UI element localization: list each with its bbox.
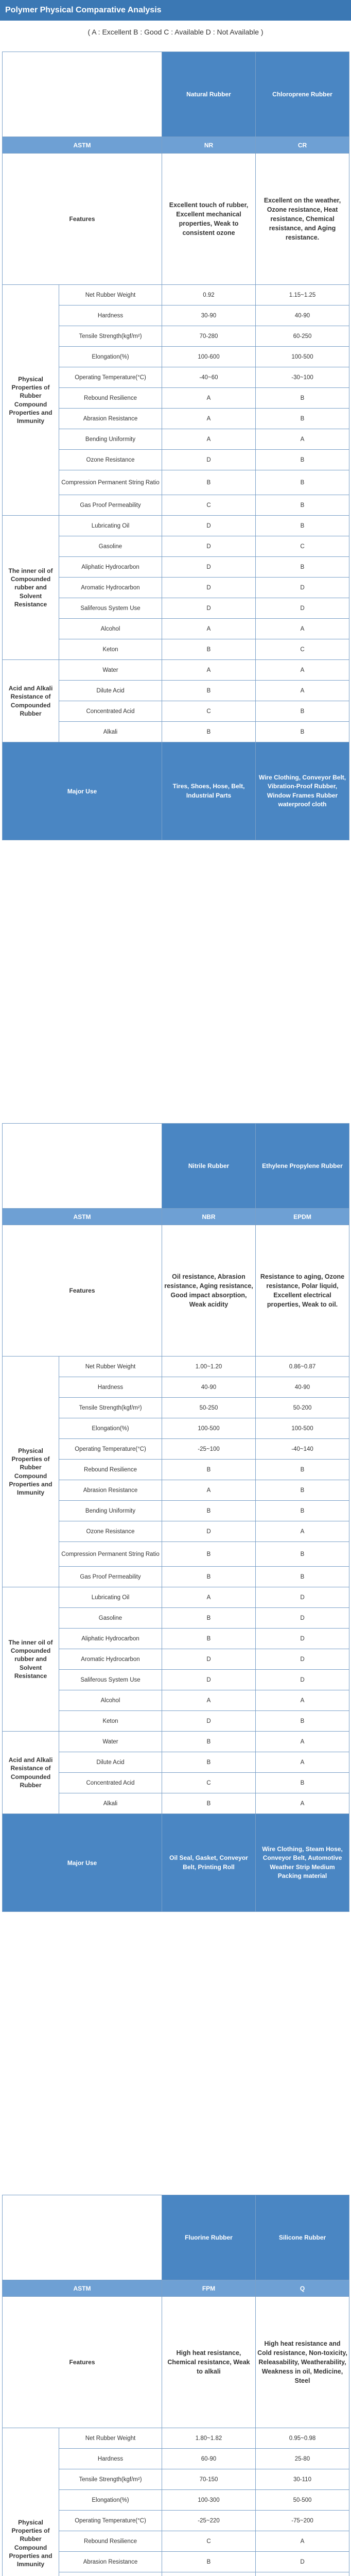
property-value: B: [256, 701, 349, 722]
property-value: 100-500: [256, 347, 349, 367]
property-value: 25-80: [256, 2449, 349, 2469]
major-use-text: Wire Clothing, Steam Hose, Conveyor Belt, Automotive Weather Strip Medium Packing material: [256, 1814, 349, 1912]
property-value: 100-500: [256, 1418, 349, 1439]
property-value: 100-600: [162, 347, 256, 367]
major-use-text: Oil Seal, Gasket, Conveyor Belt, Printing Roll: [162, 1814, 256, 1912]
astm-code: NR: [162, 137, 256, 154]
property-name: Aromatic Hydrocarbon: [59, 578, 162, 598]
property-value: B: [162, 1567, 256, 1587]
property-row-acid: [3, 1732, 349, 1752]
property-value: 0.92: [162, 285, 256, 306]
property-value: B: [162, 639, 256, 660]
property-group-label: Acid and Alkali Resistance of Compounded Rubber: [3, 660, 59, 742]
major-use-label: Major Use: [3, 742, 162, 840]
material-header-row: [3, 1124, 349, 1209]
property-value: A: [256, 681, 349, 701]
rating-legend: ( A : Excellent B : Good C : Available D : Not Available ): [87, 28, 264, 36]
property-value: 60-250: [256, 326, 349, 347]
property-name: Elongation(%): [59, 1418, 162, 1439]
property-value: A: [162, 429, 256, 450]
property-value: D: [162, 598, 256, 619]
property-value: 100-300: [162, 2490, 256, 2511]
astm-code: EPDM: [256, 1209, 349, 1225]
property-name: Operating Temperature(°C): [59, 1439, 162, 1460]
property-value: D: [162, 450, 256, 470]
property-name: Rebound Resilience: [59, 1460, 162, 1480]
property-name: Compression Permanent String Ratio: [59, 1542, 162, 1567]
major-use-text: Tires, Shoes, Hose, Belt, Industrial Parts: [162, 742, 256, 840]
property-name: Gasoline: [59, 1608, 162, 1629]
property-name: Concentrated Acid: [59, 701, 162, 722]
property-name: Hardness: [59, 306, 162, 326]
property-value: -30~100: [256, 367, 349, 388]
comparison-table-1: [2, 52, 349, 840]
property-name: Abrasion Resistance: [59, 2552, 162, 2572]
astm-label: ASTM: [3, 1209, 162, 1225]
features-text: Oil resistance, Abrasion resistance, Aging resistance, Good impact absorption, Weak acidity: [162, 1225, 256, 1357]
property-value: 60-90: [162, 2449, 256, 2469]
property-value: C: [162, 495, 256, 516]
header-blank: [3, 52, 162, 137]
major-use-label: Major Use: [3, 1814, 162, 1912]
property-name: Alcohol: [59, 1690, 162, 1711]
property-name: [59, 2572, 162, 2576]
property-value: B: [162, 1752, 256, 1773]
property-group-label: Physical Properties of Rubber Compound Properties and Immunity: [3, 285, 59, 516]
property-value: B: [162, 470, 256, 495]
property-value: A: [256, 1521, 349, 1542]
comparison-table: [2, 52, 349, 840]
property-value: A: [256, 1793, 349, 1814]
property-value: B: [162, 1793, 256, 1814]
property-name: Water: [59, 660, 162, 681]
property-value: B: [256, 470, 349, 495]
property-value: 70-150: [162, 2469, 256, 2490]
property-value: D: [256, 598, 349, 619]
property-row-physical: [3, 285, 349, 306]
property-value: B: [256, 450, 349, 470]
property-value: D: [256, 1670, 349, 1690]
property-group-label: The inner oil of Compounded rubber and Solvent Resistance: [3, 516, 59, 660]
property-value: -75~200: [256, 2511, 349, 2531]
property-name: Dilute Acid: [59, 1752, 162, 1773]
property-name: Lubricating Oil: [59, 516, 162, 536]
property-group-label: Acid and Alkali Resistance of Compounded Rubber: [3, 1732, 59, 1814]
property-value: B: [162, 1501, 256, 1521]
property-name: Net Rubber Weight: [59, 1357, 162, 1377]
property-name: Ozone Resistance: [59, 1521, 162, 1542]
property-value: 30-90: [162, 306, 256, 326]
property-value: B: [256, 722, 349, 742]
property-value: B: [256, 1501, 349, 1521]
astm-code: CR: [256, 137, 349, 154]
header-blank: [3, 2195, 162, 2280]
major-use-row: [3, 742, 349, 840]
property-value: A: [256, 660, 349, 681]
material-name: Nitrile Rubber: [162, 1124, 256, 1209]
astm-code: NBR: [162, 1209, 256, 1225]
property-row-physical: [3, 1357, 349, 1377]
property-name: Alkali: [59, 722, 162, 742]
features-label: Features: [3, 2297, 162, 2428]
features-text: Excellent touch of rubber, Excellent mechanical properties, Weak to consistent ozone: [162, 154, 256, 285]
property-value: D: [256, 1587, 349, 1608]
features-text: Excellent on the weather, Ozone resistance, Heat resistance, Chemical resistance, and Aging resistance.: [256, 154, 349, 285]
property-value: B: [162, 681, 256, 701]
features-row: [3, 1225, 349, 1357]
material-name: Chloroprene Rubber: [256, 52, 349, 137]
property-name: Abrasion Resistance: [59, 1480, 162, 1501]
property-name: Hardness: [59, 1377, 162, 1398]
property-value: -40~60: [162, 367, 256, 388]
property-value: D: [162, 578, 256, 598]
property-value: D: [162, 516, 256, 536]
property-value: 50-250: [162, 1398, 256, 1418]
material-name: Fluorine Rubber: [162, 2195, 256, 2280]
material-name: Ethylene Propylene Rubber: [256, 1124, 349, 1209]
property-value: D: [256, 578, 349, 598]
property-value: C: [162, 701, 256, 722]
features-text: Resistance to aging, Ozone resistance, Polar liquid, Excellent electrical properties, Weak to oil.: [256, 1225, 349, 1357]
property-value: A: [162, 660, 256, 681]
comparison-table: [2, 2195, 349, 2576]
property-value: 0.95~0.98: [256, 2428, 349, 2449]
property-name: Tensile Strength(kgf/m²): [59, 2469, 162, 2490]
property-value: 0.86~0.87: [256, 1357, 349, 1377]
property-group-label: Physical Properties of Rubber Compound Properties and Immunity: [3, 1357, 59, 1587]
astm-code-row: [3, 1209, 349, 1225]
property-name: Rebound Resilience: [59, 388, 162, 409]
property-value: B: [256, 388, 349, 409]
property-value: D: [256, 2552, 349, 2572]
astm-code: FPM: [162, 2280, 256, 2297]
property-value: D: [162, 1670, 256, 1690]
property-value: D: [256, 1608, 349, 1629]
property-value: D: [256, 1629, 349, 1649]
property-value: A: [162, 409, 256, 429]
astm-code-row: [3, 2280, 349, 2297]
property-name: Aromatic Hydrocarbon: [59, 1649, 162, 1670]
property-value: C: [162, 2531, 256, 2552]
property-value: B: [162, 722, 256, 742]
features-row: [3, 2297, 349, 2428]
property-value: B: [162, 1629, 256, 1649]
astm-label: ASTM: [3, 2280, 162, 2297]
property-name: Net Rubber Weight: [59, 285, 162, 306]
major-use-row: [3, 1814, 349, 1912]
property-value: B: [256, 409, 349, 429]
material-name: Silicone Rubber: [256, 2195, 349, 2280]
major-use-text: Wire Clothing, Conveyor Belt, Vibration-Proof Rubber, Window Frames Rubber waterproof cloth: [256, 742, 349, 840]
property-name: Gasoline: [59, 536, 162, 557]
property-value: B: [256, 1480, 349, 1501]
comparison-table-2: [2, 1123, 349, 1912]
property-value: B: [256, 1773, 349, 1793]
property-value: 50-500: [256, 2490, 349, 2511]
property-name: Dilute Acid: [59, 681, 162, 701]
property-row-acid: [3, 660, 349, 681]
features-label: Features: [3, 1225, 162, 1357]
property-value: 1.15~1.25: [256, 285, 349, 306]
property-row-physical: [3, 2428, 349, 2449]
property-name: Keton: [59, 1711, 162, 1732]
property-name: Alcohol: [59, 619, 162, 639]
property-value: B: [256, 1567, 349, 1587]
property-row-oil: [3, 1587, 349, 1608]
property-value: 1.00~1.20: [162, 1357, 256, 1377]
material-header-row: [3, 52, 349, 137]
property-value: 100-500: [162, 1418, 256, 1439]
property-value: B: [256, 516, 349, 536]
property-value: B: [256, 1711, 349, 1732]
property-name: Keton: [59, 639, 162, 660]
property-name: Aliphatic Hydrocarbon: [59, 557, 162, 578]
property-name: Ozone Resistance: [59, 450, 162, 470]
property-name: Alkali: [59, 1793, 162, 1814]
property-value: C: [256, 639, 349, 660]
property-value: B: [162, 1732, 256, 1752]
property-value: D: [162, 1649, 256, 1670]
features-row: [3, 154, 349, 285]
property-group-label: The inner oil of Compounded rubber and Solvent Resistance: [3, 1587, 59, 1732]
property-name: Aliphatic Hydrocarbon: [59, 1629, 162, 1649]
property-value: A: [256, 2531, 349, 2552]
property-row-oil: [3, 516, 349, 536]
property-name: Tensile Strength(kgf/m²): [59, 1398, 162, 1418]
property-value: 40-90: [256, 306, 349, 326]
property-name: Saliferous System Use: [59, 598, 162, 619]
property-value: D: [162, 1711, 256, 1732]
property-name: Hardness: [59, 2449, 162, 2469]
property-value: A: [256, 1690, 349, 1711]
property-name: Elongation(%): [59, 347, 162, 367]
property-value: B: [256, 1460, 349, 1480]
property-name: Concentrated Acid: [59, 1773, 162, 1793]
property-value: A: [162, 388, 256, 409]
property-name: Compression Permanent String Ratio: [59, 470, 162, 495]
property-name: Operating Temperature(°C): [59, 367, 162, 388]
property-value: D: [162, 557, 256, 578]
property-value: [162, 2572, 256, 2576]
property-value: A: [162, 1480, 256, 1501]
property-value: [256, 2572, 349, 2576]
property-name: Bending Uniformity: [59, 429, 162, 450]
property-value: D: [162, 536, 256, 557]
header-blank: [3, 1124, 162, 1209]
astm-code: Q: [256, 2280, 349, 2297]
property-value: 1.80~1.82: [162, 2428, 256, 2449]
property-value: A: [256, 1732, 349, 1752]
property-value: B: [162, 1608, 256, 1629]
property-value: B: [256, 557, 349, 578]
property-value: D: [162, 1521, 256, 1542]
property-name: Bending Uniformity: [59, 1501, 162, 1521]
property-name: Abrasion Resistance: [59, 409, 162, 429]
astm-label: ASTM: [3, 137, 162, 154]
features-label: Features: [3, 154, 162, 285]
property-value: C: [256, 536, 349, 557]
property-name: Gas Proof Permeability: [59, 495, 162, 516]
property-value: B: [256, 495, 349, 516]
property-value: 50-200: [256, 1398, 349, 1418]
property-name: Gas Proof Permeability: [59, 1567, 162, 1587]
property-name: Saliferous System Use: [59, 1670, 162, 1690]
property-name: Net Rubber Weight: [59, 2428, 162, 2449]
property-name: Water: [59, 1732, 162, 1752]
property-value: C: [162, 1773, 256, 1793]
material-name: Natural Rubber: [162, 52, 256, 137]
property-value: A: [256, 429, 349, 450]
page-title: Polymer Physical Comparative Analysis: [0, 0, 351, 21]
astm-code-row: [3, 137, 349, 154]
property-name: Lubricating Oil: [59, 1587, 162, 1608]
property-value: -25~100: [162, 1439, 256, 1460]
features-text: High heat resistance, Chemical resistance, Weak to alkali: [162, 2297, 256, 2428]
property-value: 30-110: [256, 2469, 349, 2490]
property-value: B: [162, 1460, 256, 1480]
property-value: 40-90: [256, 1377, 349, 1398]
property-name: Rebound Resilience: [59, 2531, 162, 2552]
property-value: D: [256, 1649, 349, 1670]
features-text: High heat resistance and Cold resistance, Non-toxicity, Releasability, Weatherability, Weakness in oil, Medicine, Steel: [256, 2297, 349, 2428]
property-group-label: Physical Properties of Rubber Compound Properties and Immunity: [3, 2428, 59, 2576]
property-name: Operating Temperature(°C): [59, 2511, 162, 2531]
property-value: A: [256, 619, 349, 639]
comparison-table-3: [2, 2195, 349, 2576]
comparison-table: [2, 1123, 349, 1912]
property-name: Elongation(%): [59, 2490, 162, 2511]
property-value: A: [162, 619, 256, 639]
property-value: -40~140: [256, 1439, 349, 1460]
property-value: 70-280: [162, 326, 256, 347]
property-value: B: [256, 1542, 349, 1567]
property-value: A: [256, 1752, 349, 1773]
property-value: A: [162, 1690, 256, 1711]
property-value: A: [162, 1587, 256, 1608]
property-value: B: [162, 2552, 256, 2572]
property-value: B: [162, 1542, 256, 1567]
property-value: 40-90: [162, 1377, 256, 1398]
property-value: -25~220: [162, 2511, 256, 2531]
material-header-row: [3, 2195, 349, 2280]
property-name: Tensile Strength(kgf/m²): [59, 326, 162, 347]
